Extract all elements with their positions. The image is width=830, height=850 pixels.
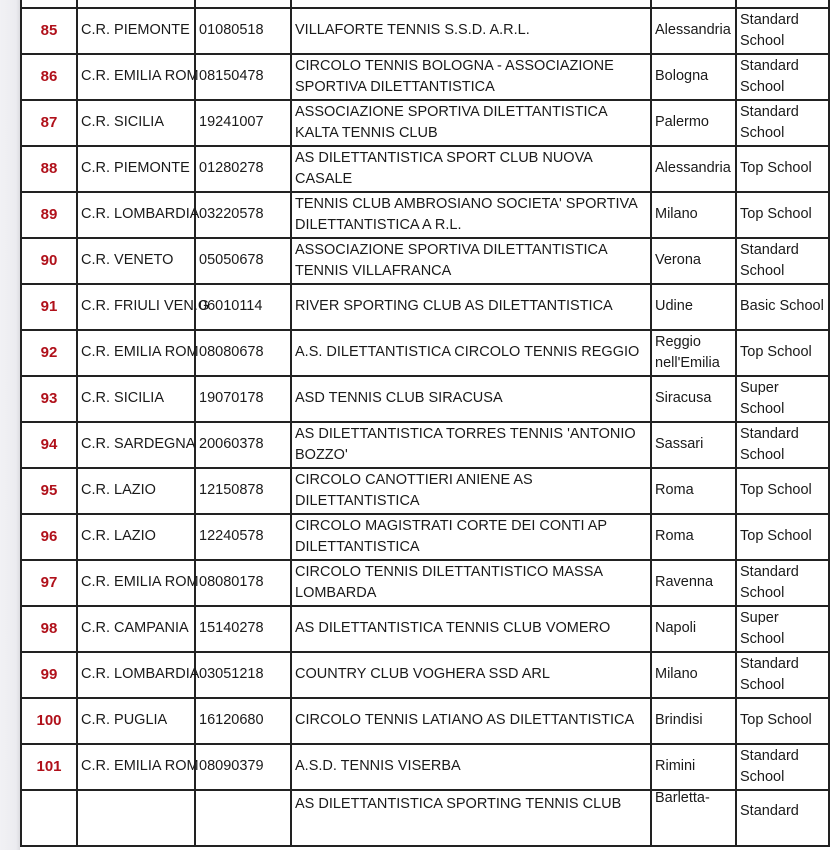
club-code: 08090379 xyxy=(195,744,291,790)
club-name: CIRCOLO TENNIS BOLOGNA - ASSOCIAZIONE SPORTIVA DILETTANTISTICA xyxy=(291,54,651,100)
club-name: A.S.D. TENNIS VISERBA xyxy=(291,744,651,790)
province: Ravenna xyxy=(651,560,736,606)
province: Roma xyxy=(651,468,736,514)
school-level: Standard School xyxy=(736,652,829,698)
club-code: 12240578 xyxy=(195,514,291,560)
table-row xyxy=(21,8,829,54)
club-name: VILLAFORTE TENNIS S.S.D. A.R.L. xyxy=(291,8,651,54)
page-gutter xyxy=(0,0,20,850)
school-level: Standard School xyxy=(736,744,829,790)
club-name: CIRCOLO MAGISTRATI CORTE DEI CONTI AP DILETTANTISTICA xyxy=(291,514,651,560)
school-level: Top School xyxy=(736,192,829,238)
club-code: 01080518 xyxy=(195,8,291,54)
table-row xyxy=(21,560,829,606)
table-row xyxy=(21,100,829,146)
row-number: 93 xyxy=(21,376,77,422)
table-row xyxy=(21,238,829,284)
club-code: 03051218 xyxy=(195,652,291,698)
school-level: Standard School xyxy=(736,100,829,146)
school-level: Standard School xyxy=(736,560,829,606)
regional-committee: C.R. PIEMONTE xyxy=(77,8,195,54)
province: Verona xyxy=(651,238,736,284)
regional-committee: C.R. PIEMONTE xyxy=(77,146,195,192)
regional-committee: C.R. LAZIO xyxy=(77,514,195,560)
school-level: Top School xyxy=(736,330,829,376)
regional-committee: C.R. EMILIA ROM xyxy=(77,560,195,606)
table-row xyxy=(21,330,829,376)
row-number: 88 xyxy=(21,146,77,192)
province: Palermo xyxy=(651,100,736,146)
province: Barletta- xyxy=(651,790,736,846)
province: Brindisi xyxy=(651,698,736,744)
cell-province xyxy=(651,0,736,8)
school-level: Standard School xyxy=(736,8,829,54)
table-row xyxy=(21,606,829,652)
row-number: 90 xyxy=(21,238,77,284)
club-name: TENNIS CLUB AMBROSIANO SOCIETA' SPORTIVA DILETTANTISTICA A R.L. xyxy=(291,192,651,238)
province: Milano xyxy=(651,652,736,698)
table-row xyxy=(21,514,829,560)
row-number: 101 xyxy=(21,744,77,790)
regional-committee: C.R. SICILIA xyxy=(77,100,195,146)
regional-committee: C.R. LOMBARDIA xyxy=(77,652,195,698)
table-row xyxy=(21,422,829,468)
club-code: 03220578 xyxy=(195,192,291,238)
row-number: 91 xyxy=(21,284,77,330)
province: Rimini xyxy=(651,744,736,790)
province: Roma xyxy=(651,514,736,560)
cell-committee xyxy=(77,0,195,8)
row-number: 87 xyxy=(21,100,77,146)
school-level: Top School xyxy=(736,698,829,744)
row-number: 89 xyxy=(21,192,77,238)
club-code: 15140278 xyxy=(195,606,291,652)
club-code: 05050678 xyxy=(195,238,291,284)
school-level: Standard xyxy=(736,790,829,846)
clubs-table-body xyxy=(21,0,829,846)
club-code: 16120680 xyxy=(195,698,291,744)
school-level: Super School xyxy=(736,376,829,422)
club-code: 08080678 xyxy=(195,330,291,376)
school-level: Standard School xyxy=(736,422,829,468)
club-code: 06010114 xyxy=(195,284,291,330)
club-name: ASD TENNIS CLUB SIRACUSA xyxy=(291,376,651,422)
row-number: 97 xyxy=(21,560,77,606)
club-name: AS DILETTANTISTICA TORRES TENNIS 'ANTONIO BOZZO' xyxy=(291,422,651,468)
table-row xyxy=(21,192,829,238)
club-name: AS DILETTANTISTICA TENNIS CLUB VOMERO xyxy=(291,606,651,652)
table-row xyxy=(21,468,829,514)
school-level: Basic School xyxy=(736,284,829,330)
province: Napoli xyxy=(651,606,736,652)
row-number: 96 xyxy=(21,514,77,560)
province: Alessandria xyxy=(651,146,736,192)
row-number: 100 xyxy=(21,698,77,744)
row-number: 99 xyxy=(21,652,77,698)
school-level: Top School xyxy=(736,468,829,514)
table-row xyxy=(21,284,829,330)
regional-committee: C.R. LOMBARDIA xyxy=(77,192,195,238)
school-level: Standard School xyxy=(736,238,829,284)
regional-committee: C.R. CAMPANIA xyxy=(77,606,195,652)
table-row xyxy=(21,54,829,100)
province: Milano xyxy=(651,192,736,238)
club-code: 12150878 xyxy=(195,468,291,514)
club-code: 08080178 xyxy=(195,560,291,606)
table-row xyxy=(21,652,829,698)
regional-committee: C.R. LAZIO xyxy=(77,468,195,514)
table-row-previous xyxy=(21,0,829,8)
province: Sassari xyxy=(651,422,736,468)
regional-committee: C.R. EMILIA ROM xyxy=(77,330,195,376)
club-code: 19070178 xyxy=(195,376,291,422)
province: Alessandria xyxy=(651,8,736,54)
cell-code xyxy=(195,0,291,8)
row-number: 86 xyxy=(21,54,77,100)
row-number: 85 xyxy=(21,8,77,54)
table-row xyxy=(21,376,829,422)
province: Reggio nell'Emilia xyxy=(651,330,736,376)
province: Bologna xyxy=(651,54,736,100)
school-level: Top School xyxy=(736,514,829,560)
club-name: AS DILETTANTISTICA SPORT CLUB NUOVA CASALE xyxy=(291,146,651,192)
club-name: CIRCOLO CANOTTIERI ANIENE AS DILETTANTISTICA xyxy=(291,468,651,514)
clubs-table xyxy=(20,0,830,847)
regional-committee: C.R. PUGLIA xyxy=(77,698,195,744)
province: Udine xyxy=(651,284,736,330)
table-row-partial xyxy=(21,790,829,846)
cell-school xyxy=(736,0,829,8)
province: Siracusa xyxy=(651,376,736,422)
regional-committee: C.R. VENETO xyxy=(77,238,195,284)
club-code xyxy=(195,790,291,846)
cell-num xyxy=(21,0,77,8)
school-level: Standard School xyxy=(736,54,829,100)
row-number: 94 xyxy=(21,422,77,468)
school-level: Super School xyxy=(736,606,829,652)
table-row xyxy=(21,698,829,744)
row-number: 98 xyxy=(21,606,77,652)
regional-committee: C.R. SARDEGNA xyxy=(77,422,195,468)
regional-committee xyxy=(77,790,195,846)
club-name: RIVER SPORTING CLUB AS DILETTANTISTICA xyxy=(291,284,651,330)
regional-committee: C.R. SICILIA xyxy=(77,376,195,422)
club-name: ASSOCIAZIONE SPORTIVA DILETTANTISTICA KALTA TENNIS CLUB xyxy=(291,100,651,146)
club-name: AS DILETTANTISTICA SPORTING TENNIS CLUB xyxy=(291,790,651,846)
row-number xyxy=(21,790,77,846)
table-row xyxy=(21,744,829,790)
cell-club xyxy=(291,0,651,8)
document-page xyxy=(20,0,828,847)
regional-committee: C.R. EMILIA ROM xyxy=(77,54,195,100)
row-number: 95 xyxy=(21,468,77,514)
club-code: 19241007 xyxy=(195,100,291,146)
club-name: A.S. DILETTANTISTICA CIRCOLO TENNIS REGGIO xyxy=(291,330,651,376)
club-name: ASSOCIAZIONE SPORTIVA DILETTANTISTICA TENNIS VILLAFRANCA xyxy=(291,238,651,284)
club-name: CIRCOLO TENNIS LATIANO AS DILETTANTISTICA xyxy=(291,698,651,744)
regional-committee: C.R. FRIULI VEN.G xyxy=(77,284,195,330)
club-code: 01280278 xyxy=(195,146,291,192)
regional-committee: C.R. EMILIA ROM xyxy=(77,744,195,790)
club-code: 20060378 xyxy=(195,422,291,468)
row-number: 92 xyxy=(21,330,77,376)
club-code: 08150478 xyxy=(195,54,291,100)
club-name: COUNTRY CLUB VOGHERA SSD ARL xyxy=(291,652,651,698)
club-name: CIRCOLO TENNIS DILETTANTISTICO MASSA LOMBARDA xyxy=(291,560,651,606)
school-level: Top School xyxy=(736,146,829,192)
table-row xyxy=(21,146,829,192)
